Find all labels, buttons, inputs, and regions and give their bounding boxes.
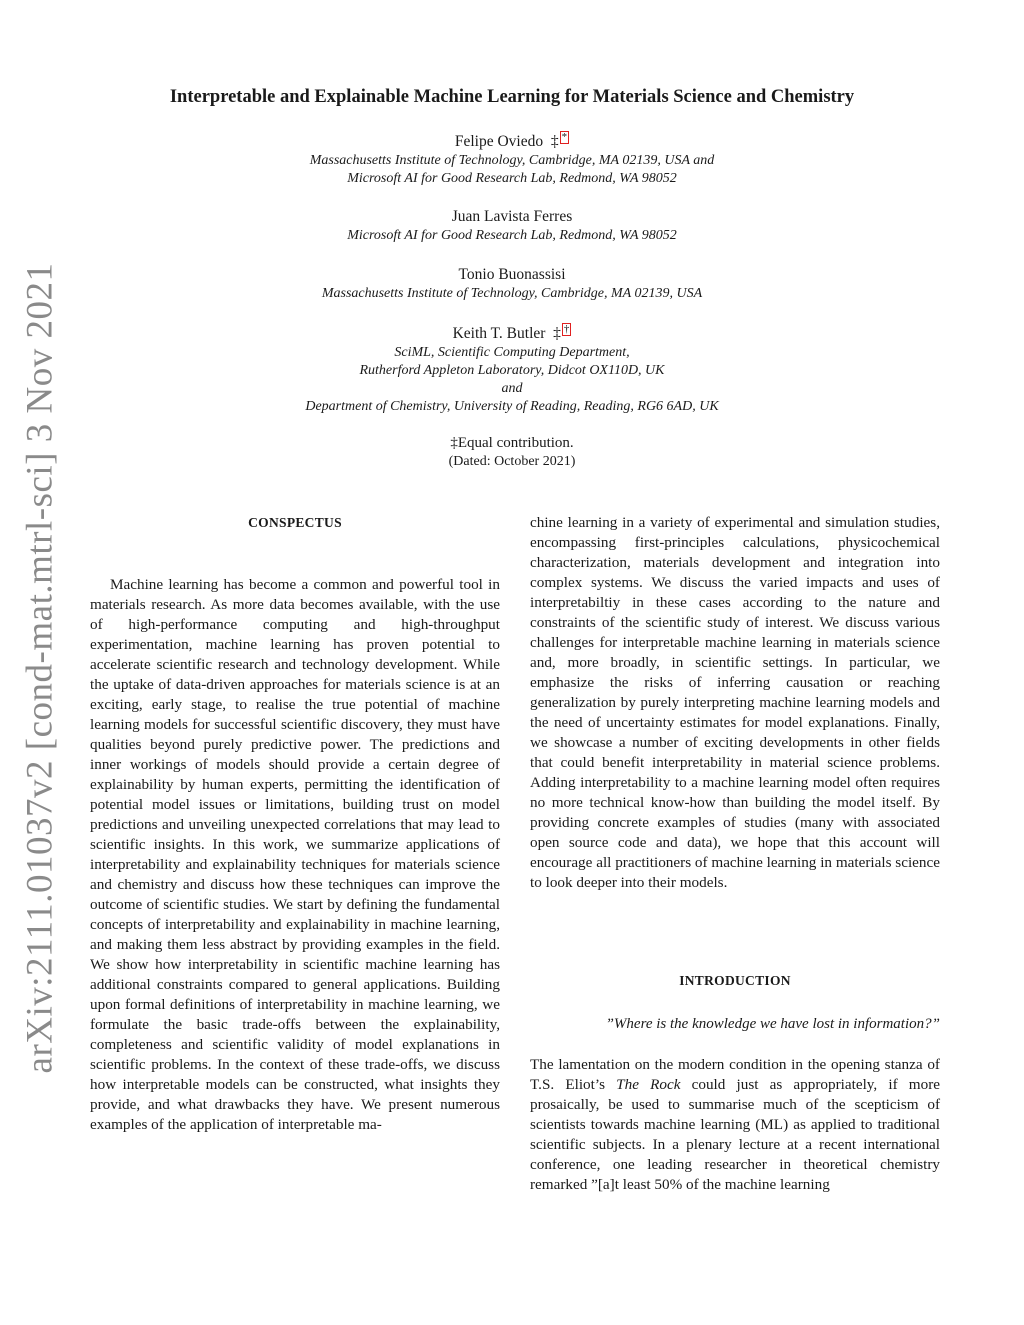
- introduction-column: [530, 1055, 940, 1195]
- paper-title: Interpretable and Explainable Machine Learning for Materials Science and Chemistry: [169, 87, 855, 107]
- author-block-lavista-ferres: [0, 207, 1024, 245]
- affiliation: Microsoft AI for Good Research Lab, Redmond, WA 98052: [347, 171, 677, 187]
- author-block-oviedo: [0, 131, 1024, 188]
- arxiv-sidebar: [0, 0, 62, 1325]
- introduction-heading: INTRODUCTION: [679, 973, 791, 988]
- author-block-butler: [0, 323, 1024, 416]
- author-block-buonassisi: [0, 265, 1024, 303]
- affiliation: Microsoft AI for Good Research Lab, Redmond, WA 98052: [347, 228, 677, 243]
- affiliation: Massachusetts Institute of Technology, Cambridge, MA 02139, USA and: [309, 153, 715, 169]
- affiliation: Rutherford Appleton Laboratory, Didcot OX110D, UK: [359, 363, 665, 379]
- equal-contribution: ‡Equal contribution.: [450, 435, 574, 451]
- conspectus-left-column: [90, 575, 500, 1135]
- epigraph: ”Where is the knowledge we have lost in information?”: [605, 1016, 940, 1032]
- footnote-link[interactable]: †: [563, 323, 570, 335]
- author-name: Keith T. Butler ‡ †: [452, 323, 570, 343]
- author-name: Tonio Buonassisi: [458, 266, 566, 283]
- conspectus-right-column: [530, 513, 940, 893]
- affiliation: Massachusetts Institute of Technology, Cambridge, MA 02139, USA: [321, 286, 703, 301]
- introduction-paragraph: The lamentation on the modern condition in the opening stanza of T.S. Eliot’s The Rock could just as appropriately, if more prosaically, be used to summarise much of the scepticism of scientists towards machine learning (ML) as applied to traditional scientific subjects. In a plenary lecture at a recent international conference, one leading researcher in theoretical chemistry remarked ”[a]t least 50% of the machine learning: [530, 1056, 940, 1193]
- dated-line: (Dated: October 2021): [448, 454, 576, 469]
- book-title: The Rock: [616, 1076, 681, 1093]
- author-name: Felipe Oviedo ‡ *: [454, 131, 568, 151]
- footnote-link[interactable]: *: [561, 131, 568, 143]
- conspectus-paragraph: Machine learning has become a common and powerful tool in materials research. As more data becomes available, with the use of high-performance computing and high-throughput experimentation, machine learning has proven potential to accelerate scientific research and technology development. While the uptake of data-driven approaches for materials science is at an exciting, early stage, to realise the true potential of machine learning models for successful scientific discovery, they must have qualities beyond purely predictive power. The predictions and inner workings of models should provide a certain degree of explainability by human experts, permitting the identification of potential model issues or limitations, building trust on model predictions and unveiling unexpected correlations that may lead to scientific insights. In this work, we summarize applications of interpretability and explainability techniques for materials science and chemistry and discuss how these techniques can improve the outcome of scientific studies. We start by defining the fundamental concepts of interpretability and explainability in machine learning, and making them less abstract by providing examples in the field. We show how interpretability in scientific machine learning has additional constraints compared to general applications. Building upon formal definitions of interpretability in machine learning, we formulate the basic trade-offs between the explainability, completeness and scientific validity of model explanations in scientific problems. In the context of these trade-offs, we discuss how interpretable models can be constructed, what insights they provide, and what drawbacks they have. We present numerous examples of the application of interpretable ma-: [90, 576, 500, 1133]
- equal-contribution-note: [0, 434, 1024, 471]
- author-name: Juan Lavista Ferres: [451, 208, 573, 225]
- arxiv-identifier[interactable]: arXiv:2111.01037v2 [cond-mat.mtrl-sci] 3 Nov 2021: [19, 262, 61, 1074]
- affiliation: SciML, Scientific Computing Department,: [394, 345, 630, 361]
- affiliation: and: [501, 381, 523, 397]
- conspectus-paragraph-continued: chine learning in a variety of experimental and simulation studies, encompassing first-principles calculations, physicochemical characterization, materials development and integration into complex systems. We discuss the varied impacts and uses of interpretabiltiy in these cases according to the nature and constraints of the scientific study of interest. We discuss various challenges for interpretable machine learning in materials science and, more broadly, in scientific settings. In particular, we emphasize the risks of inferring causation or reaching generalization by purely interpreting machine learning models and the need of uncertainty estimates for model explanations. Finally, we showcase a number of exciting developments in other fields that could benefit interpretability in material science problems. Adding interpretability to a machine learning model often requires no more technical know-how than building the model itself. By providing concrete examples of studies (many with associated open source code and data), we hope that this account will encourage all practitioners of machine learning in materials science to look deeper into their models.: [530, 514, 940, 891]
- conspectus-heading: CONSPECTUS: [248, 515, 342, 530]
- affiliation: Department of Chemistry, University of Reading, Reading, RG6 6AD, UK: [305, 399, 719, 415]
